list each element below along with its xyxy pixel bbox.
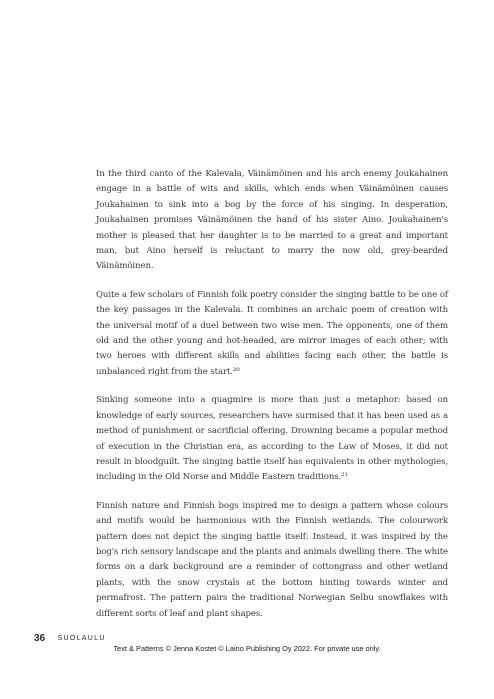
running-head: SUOLAULU — [57, 635, 106, 642]
paragraph: In the third canto of the Kalevala, Väinämöinen and his arch enemy Joukahainen engage in a battle of wits and skills, which ends when Väinämöinen causes Joukahainen to sink into a bog by the force of his singing. In desperation, Joukahainen promises Väinämöinen the hand of his sister Aino. Joukahainen's mother is pleased that her daughter is to be married to a great and important man, but Aino herself is reluctant to marry the now old, grey-bearded Väinämöinen. — [96, 169, 448, 272]
paragraph: Sinking someone into a quagmire is more than just a metaphor: based on knowledge of early sources, researchers have surmised that it has been used as a method of punishment or sacrificial offering. Drowning became a popular method of execution in the Christian era, as according to the Law of Moses, it did not result in bloodguilt. The singing battle itself has equivalents in other mythologies, including in the Old Norse and Middle Eastern traditions.²¹ — [96, 395, 448, 483]
paragraph: Quite a few scholars of Finnish folk poetry consider the singing battle to be one of the key passages in the Kalevala. It combines an archaic poem of creation with the universal motif of a duel between two wise men. The opponents, one of them old and the other young and hot-headed, are mirror images of each other; with two heroes with different skills and abilities facing each other, the battle is unbalanced right from the start.²⁰ — [96, 289, 448, 377]
copyright-notice: Text & Patterns © Jenna Kostet © Laino Publishing Oy 2022. For private use only. — [113, 644, 381, 653]
paragraph: Finnish nature and Finnish bogs inspired me to design a pattern whose colours and motifs would be harmonious with the Finnish wetlands. The colourwork pattern does not depict the singing battle itself: Instead, it was inspired by the bog's rich sensory landscape and the plants and animals dwelling there. The white forms on a dark background are a reminder of cottongrass and other wetland plants, with the snow crystals at the bottom hinting towards winter and permafrost. The pattern pairs the traditional Norwegian Selbu snowflakes with different sorts of leaf and plant shapes. — [96, 500, 448, 619]
body-text — [96, 167, 448, 635]
page-number: 36 — [34, 633, 46, 644]
